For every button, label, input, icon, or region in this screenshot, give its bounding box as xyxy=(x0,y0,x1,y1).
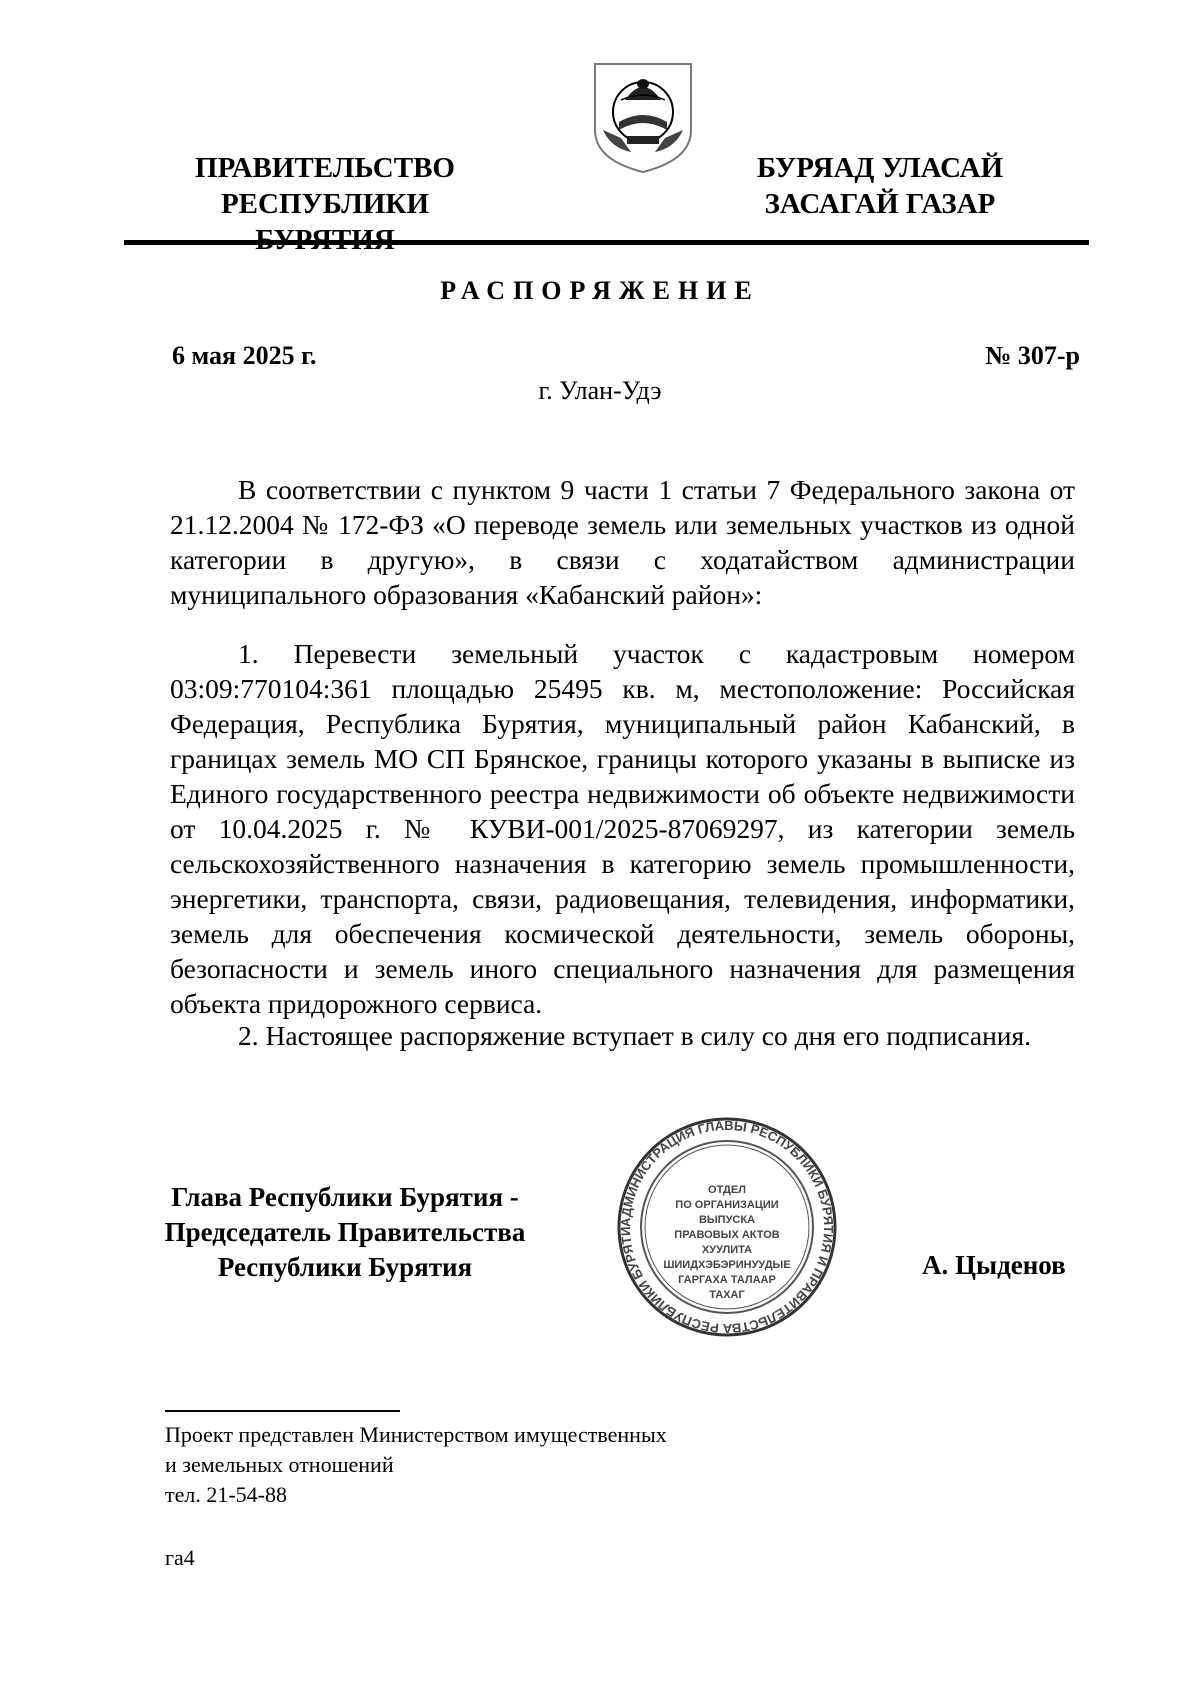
official-stamp xyxy=(615,1115,840,1340)
signatory-position xyxy=(150,1180,540,1285)
header-right xyxy=(735,150,1025,222)
footnote-line1: Проект представлен Министерством имущественных xyxy=(165,1422,667,1447)
item2-block xyxy=(170,1018,1075,1053)
signatory-line3: Республики Бурятия xyxy=(217,1252,473,1282)
doc-number: № 307-р xyxy=(985,341,1080,370)
preamble-block xyxy=(170,472,1075,612)
header-divider xyxy=(124,240,1089,245)
coat-of-arms-icon xyxy=(591,60,695,176)
header-left-line1: ПРАВИТЕЛЬСТВО xyxy=(195,152,455,184)
item1-paragraph: 1. Перевести земельный участок с кадастровым номером 03:09:770104:361 площадью 25495 кв. м, местоположение: Российская Федерация, Республика Бурятия, муниципальный район Кабанский, в границах земель МО СП Брянское, границы которого указаны в выписке из Единого государственного реестра недвижимости об объекте недвижимости от 10.04.2025 г. № КУВИ-001/2025-87069297, из категории земель сельскохозяйственного назначения в категорию земель промышленности, энергетики, транспорта, связи, радиовещания, телевидения, информатики, земель для обеспечения космической деятельности, земель обороны, безопасности и земель иного специального назначения для размещения объекта придорожного сервиса. xyxy=(170,638,1075,1019)
stamp-ring-text: АДМИНИСТРАЦИЯ ГЛАВЫ РЕСПУБЛИКИ БУРЯТИЯ И ПРАВИТЕЛЬСТВА РЕСПУБЛИКИ БУРЯТИ xyxy=(617,1117,837,1337)
item1-block xyxy=(170,636,1075,1021)
preamble-paragraph: В соответствии с пунктом 9 части 1 статьи 7 Федерального закона от 21.12.2004 № 172-ФЗ «О переводе земель или земельных участков из одной категории в другую», в связи с ходатайством администрации муниципального образования «Кабанский район»: xyxy=(170,474,1075,610)
doc-date: 6 мая 2025 г. xyxy=(172,341,317,370)
footnote-divider xyxy=(165,1410,400,1412)
doc-type-title: РАСПОРЯЖЕНИЕ xyxy=(440,276,760,305)
footnote-phone: тел. 21-54-88 xyxy=(165,1482,288,1507)
svg-text:ПРАВОВЫХ АКТОВ: ПРАВОВЫХ АКТОВ xyxy=(674,1229,780,1241)
footnote-line2: и земельных отношений xyxy=(165,1452,394,1477)
signatory-line1: Глава Республики Бурятия - xyxy=(171,1182,519,1212)
header-left-line2: РЕСПУБЛИКИ xyxy=(220,188,430,220)
footnote xyxy=(165,1420,667,1510)
svg-text:ОТДЕЛ: ОТДЕЛ xyxy=(708,1184,746,1196)
doc-city: г. Улан-Удэ xyxy=(538,376,662,405)
item2-paragraph: 2. Настоящее распоряжение вступает в силу со дня его подписания. xyxy=(238,1020,1032,1051)
svg-text:ТАХАГ: ТАХАГ xyxy=(709,1289,745,1301)
svg-text:ХУУЛИТА: ХУУЛИТА xyxy=(701,1244,753,1256)
header-right-line1: БУРЯАД УЛАСАЙ xyxy=(756,152,1004,184)
svg-text:ГАРГАХА ТАЛААР: ГАРГАХА ТАЛААР xyxy=(678,1274,776,1286)
signatory-name: А. Цыденов xyxy=(922,1250,1066,1280)
svg-text:ПО ОРГАНИЗАЦИИ: ПО ОРГАНИЗАЦИИ xyxy=(675,1199,779,1211)
executor-code: га4 xyxy=(165,1545,195,1570)
signatory-line2: Председатель Правительства xyxy=(164,1217,526,1247)
svg-text:ШИИДХЭБЭРИНУУДЫЕ: ШИИДХЭБЭРИНУУДЫЕ xyxy=(663,1259,791,1271)
svg-text:ВЫПУСКА: ВЫПУСКА xyxy=(698,1214,756,1226)
header-right-line2: ЗАСАГАЙ ГАЗАР xyxy=(764,188,996,220)
